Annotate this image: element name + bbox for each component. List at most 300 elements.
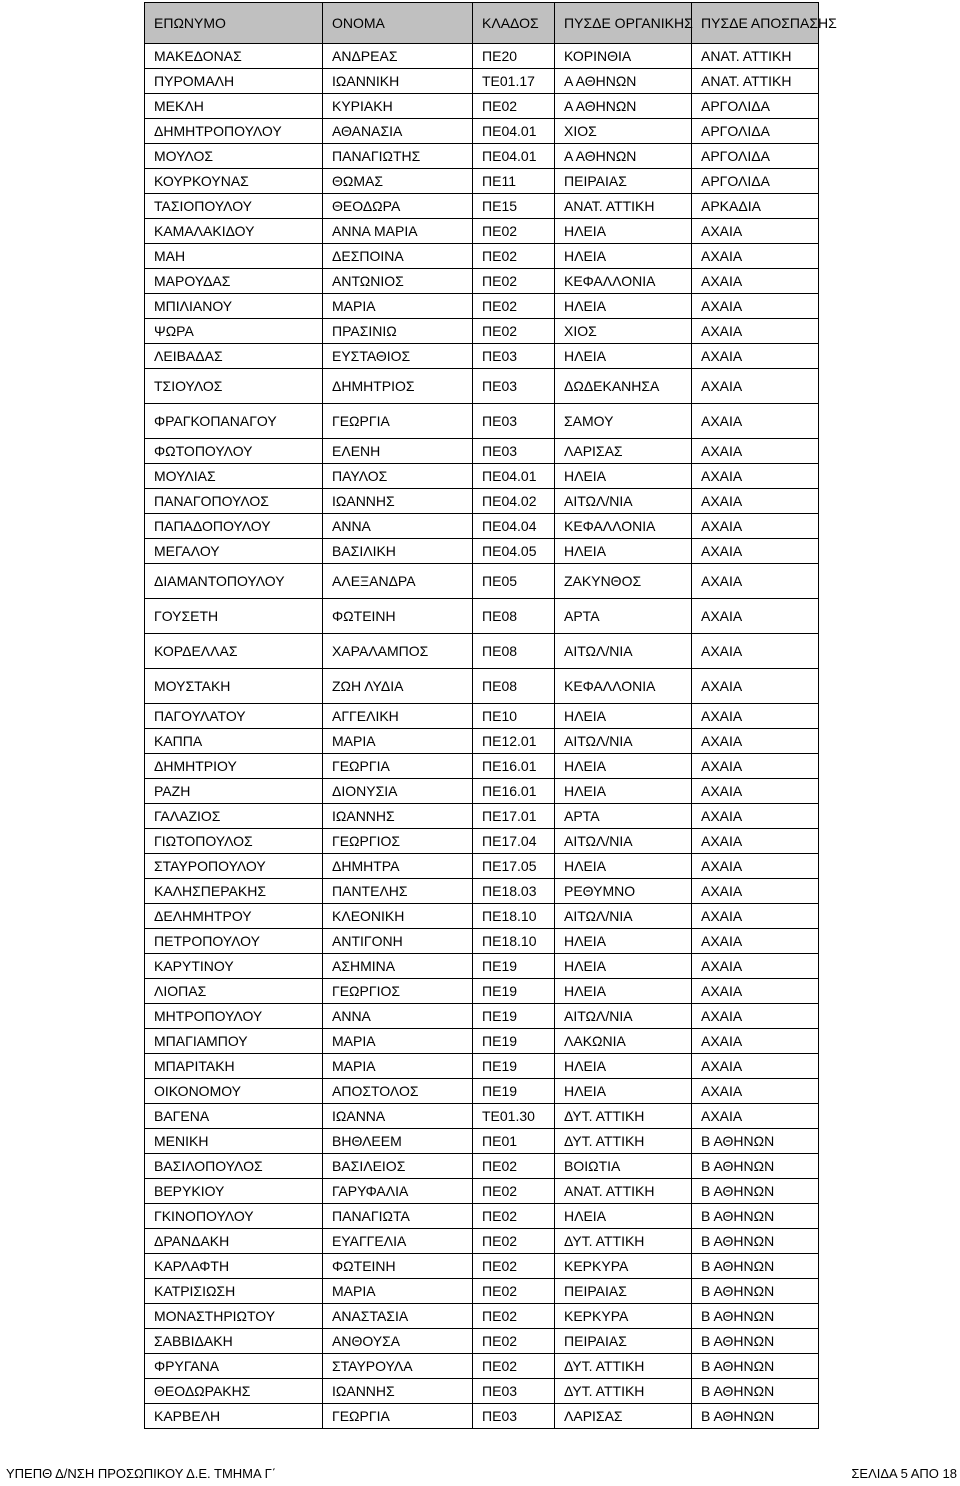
organic-pysde-cell: ΗΛΕΙΑ [555, 1204, 692, 1229]
branch-cell: ΠΕ18.10 [473, 904, 555, 929]
branch-cell: ΠΕ03 [473, 369, 555, 404]
table-row [145, 904, 819, 929]
surname-cell: ΠΑΓΟΥΛΑΤΟΥ [145, 704, 323, 729]
organic-pysde-cell: ΣΑΜΟΥ [555, 404, 692, 439]
first-name-cell: ΑΘΑΝΑΣΙΑ [323, 119, 473, 144]
surname-cell: ΔΕΛΗΜΗΤΡΟΥ [145, 904, 323, 929]
organic-pysde-cell: ΑΙΤΩΛ/ΝΙΑ [555, 904, 692, 929]
surname-cell: ΚΟΥΡΚΟΥΝΑΣ [145, 169, 323, 194]
first-name-cell: ΔΕΣΠΟΙΝΑ [323, 244, 473, 269]
staff-table [144, 2, 837, 1429]
surname-cell: ΠΑΠΑΔΟΠΟΥΛΟΥ [145, 514, 323, 539]
table-row [145, 669, 819, 704]
table-row [145, 854, 819, 879]
table-row [145, 1329, 819, 1354]
first-name-cell: ΣΤΑΥΡΟΥΛΑ [323, 1354, 473, 1379]
secondment-pysde-cell: ΑΧΑΙΑ [692, 564, 819, 599]
branch-cell: ΠΕ02 [473, 1304, 555, 1329]
organic-pysde-cell: ΖΑΚΥΝΘΟΣ [555, 564, 692, 599]
organic-pysde-cell: ΔΥΤ. ΑΤΤΙΚΗ [555, 1229, 692, 1254]
first-name-cell: ΑΣΗΜΙΝΑ [323, 954, 473, 979]
branch-cell: ΠΕ18.10 [473, 929, 555, 954]
secondment-pysde-cell: ΑΡΚΑΔΙΑ [692, 194, 819, 219]
table-row [145, 1304, 819, 1329]
first-name-cell: ΑΝΝΑ ΜΑΡΙΑ [323, 219, 473, 244]
table-row [145, 1129, 819, 1154]
surname-cell: ΜΟΝΑΣΤΗΡΙΩΤΟΥ [145, 1304, 323, 1329]
secondment-pysde-cell: Β ΑΘΗΝΩΝ [692, 1279, 819, 1304]
surname-cell: ΔΙΑΜΑΝΤΟΠΟΥΛΟΥ [145, 564, 323, 599]
branch-cell: ΠΕ04.01 [473, 144, 555, 169]
organic-pysde-cell: ΔΥΤ. ΑΤΤΙΚΗ [555, 1354, 692, 1379]
table-row [145, 269, 819, 294]
branch-cell: ΠΕ11 [473, 169, 555, 194]
secondment-pysde-cell: ΑΧΑΙΑ [692, 489, 819, 514]
organic-pysde-cell: ΛΑΡΙΣΑΣ [555, 1404, 692, 1429]
table-row [145, 1379, 819, 1404]
header-organic-pysde: ΠΥΣΔΕ ΟΡΓΑΝΙΚΗΣ [555, 3, 692, 44]
branch-cell: ΠΕ04.05 [473, 539, 555, 564]
first-name-cell: ΒΗΘΛΕΕΜ [323, 1129, 473, 1154]
secondment-pysde-cell: ΑΧΑΙΑ [692, 979, 819, 1004]
organic-pysde-cell: ΔΥΤ. ΑΤΤΙΚΗ [555, 1379, 692, 1404]
organic-pysde-cell: ΑΙΤΩΛ/ΝΙΑ [555, 829, 692, 854]
branch-cell: ΠΕ03 [473, 439, 555, 464]
first-name-cell: ΓΕΩΡΓΙΟΣ [323, 979, 473, 1004]
organic-pysde-cell: ΚΕΦΑΛΛΟΝΙΑ [555, 514, 692, 539]
surname-cell: ΜΟΥΛΙΑΣ [145, 464, 323, 489]
surname-cell: ΠΥΡΟΜΑΛΗ [145, 69, 323, 94]
secondment-pysde-cell: ΑΧΑΙΑ [692, 1004, 819, 1029]
table-row [145, 1229, 819, 1254]
surname-cell: ΔΡΑΝΔΑΚΗ [145, 1229, 323, 1254]
organic-pysde-cell: ΗΛΕΙΑ [555, 344, 692, 369]
table-row [145, 94, 819, 119]
first-name-cell: ΑΠΟΣΤΟΛΟΣ [323, 1079, 473, 1104]
branch-cell: ΠΕ02 [473, 1179, 555, 1204]
secondment-pysde-cell: ΑΧΑΙΑ [692, 954, 819, 979]
secondment-pysde-cell: ΑΧΑΙΑ [692, 879, 819, 904]
branch-cell: ΠΕ03 [473, 1379, 555, 1404]
organic-pysde-cell: ΔΥΤ. ΑΤΤΙΚΗ [555, 1129, 692, 1154]
secondment-pysde-cell: ΑΝΑΤ. ΑΤΤΙΚΗ [692, 44, 819, 69]
secondment-pysde-cell: Β ΑΘΗΝΩΝ [692, 1379, 819, 1404]
organic-pysde-cell: ΗΛΕΙΑ [555, 539, 692, 564]
table-row [145, 1254, 819, 1279]
organic-pysde-cell: Α ΑΘΗΝΩΝ [555, 144, 692, 169]
surname-cell: ΔΗΜΗΤΡΙΟΥ [145, 754, 323, 779]
secondment-pysde-cell: Β ΑΘΗΝΩΝ [692, 1404, 819, 1429]
surname-cell: ΜΑΡΟΥΔΑΣ [145, 269, 323, 294]
first-name-cell: ΑΝΔΡΕΑΣ [323, 44, 473, 69]
branch-cell: ΠΕ02 [473, 1329, 555, 1354]
table-row [145, 439, 819, 464]
branch-cell: ΠΕ19 [473, 1054, 555, 1079]
organic-pysde-cell: ΒΟΙΩΤΙΑ [555, 1154, 692, 1179]
table-row [145, 169, 819, 194]
secondment-pysde-cell: Β ΑΘΗΝΩΝ [692, 1354, 819, 1379]
secondment-pysde-cell: ΑΧΑΙΑ [692, 514, 819, 539]
table-row [145, 704, 819, 729]
table-row [145, 1054, 819, 1079]
surname-cell: ΓΟΥΣΕΤΗ [145, 599, 323, 634]
surname-cell: ΨΩΡΑ [145, 319, 323, 344]
surname-cell: ΒΑΓΕΝΑ [145, 1104, 323, 1129]
branch-cell: ΠΕ08 [473, 599, 555, 634]
surname-cell: ΜΕΝΙΚΗ [145, 1129, 323, 1154]
branch-cell: ΠΕ15 [473, 194, 555, 219]
secondment-pysde-cell: ΑΡΓΟΛΙΔΑ [692, 169, 819, 194]
first-name-cell: ΜΑΡΙΑ [323, 1279, 473, 1304]
secondment-pysde-cell: ΑΧΑΙΑ [692, 244, 819, 269]
secondment-pysde-cell: Β ΑΘΗΝΩΝ [692, 1304, 819, 1329]
surname-cell: ΚΑΜΑΛΑΚΙΔΟΥ [145, 219, 323, 244]
first-name-cell: ΑΓΓΕΛΙΚΗ [323, 704, 473, 729]
secondment-pysde-cell: ΑΡΓΟΛΙΔΑ [692, 94, 819, 119]
first-name-cell: ΑΝΝΑ [323, 1004, 473, 1029]
table-row [145, 69, 819, 94]
branch-cell: ΠΕ19 [473, 954, 555, 979]
branch-cell: ΠΕ10 [473, 704, 555, 729]
first-name-cell: ΘΕΟΔΩΡΑ [323, 194, 473, 219]
organic-pysde-cell: ΑΝΑΤ. ΑΤΤΙΚΗ [555, 194, 692, 219]
surname-cell: ΘΕΟΔΩΡΑΚΗΣ [145, 1379, 323, 1404]
first-name-cell: ΕΥΑΓΓΕΛΙΑ [323, 1229, 473, 1254]
branch-cell: ΠΕ19 [473, 1079, 555, 1104]
table-row [145, 294, 819, 319]
surname-cell: ΚΑΠΠΑ [145, 729, 323, 754]
organic-pysde-cell: ΛΑΚΩΝΙΑ [555, 1029, 692, 1054]
branch-cell: ΠΕ19 [473, 1004, 555, 1029]
secondment-pysde-cell: ΑΧΑΙΑ [692, 539, 819, 564]
surname-cell: ΒΑΣΙΛΟΠΟΥΛΟΣ [145, 1154, 323, 1179]
secondment-pysde-cell: ΑΧΑΙΑ [692, 464, 819, 489]
table-row [145, 1279, 819, 1304]
first-name-cell: ΠΑΝΤΕΛΗΣ [323, 879, 473, 904]
table-row [145, 564, 819, 599]
organic-pysde-cell: ΠΕΙΡΑΙΑΣ [555, 1279, 692, 1304]
branch-cell: ΤΕ01.30 [473, 1104, 555, 1129]
table-row [145, 244, 819, 269]
organic-pysde-cell: ΗΛΕΙΑ [555, 244, 692, 269]
branch-cell: ΠΕ02 [473, 294, 555, 319]
organic-pysde-cell: ΚΕΦΑΛΛΟΝΙΑ [555, 269, 692, 294]
secondment-pysde-cell: Β ΑΘΗΝΩΝ [692, 1254, 819, 1279]
first-name-cell: ΓΕΩΡΓΙΟΣ [323, 829, 473, 854]
secondment-pysde-cell: ΑΧΑΙΑ [692, 634, 819, 669]
first-name-cell: ΔΗΜΗΤΡΑ [323, 854, 473, 879]
secondment-pysde-cell: Β ΑΘΗΝΩΝ [692, 1129, 819, 1154]
organic-pysde-cell: ΠΕΙΡΑΙΑΣ [555, 169, 692, 194]
header-branch: ΚΛΑΔΟΣ [473, 3, 555, 44]
branch-cell: ΠΕ04.02 [473, 489, 555, 514]
branch-cell: ΠΕ02 [473, 1204, 555, 1229]
organic-pysde-cell: ΑΡΤΑ [555, 599, 692, 634]
organic-pysde-cell: ΛΑΡΙΣΑΣ [555, 439, 692, 464]
secondment-pysde-cell: ΑΧΑΙΑ [692, 929, 819, 954]
table-row [145, 1154, 819, 1179]
table-row [145, 539, 819, 564]
table-row [145, 44, 819, 69]
surname-cell: ΓΙΩΤΟΠΟΥΛΟΣ [145, 829, 323, 854]
surname-cell: ΜΠΑΡΙΤΑΚΗ [145, 1054, 323, 1079]
organic-pysde-cell: ΚΕΡΚΥΡΑ [555, 1254, 692, 1279]
branch-cell: ΠΕ18.03 [473, 879, 555, 904]
organic-pysde-cell: ΚΕΡΚΥΡΑ [555, 1304, 692, 1329]
surname-cell: ΓΚΙΝΟΠΟΥΛΟΥ [145, 1204, 323, 1229]
table-row [145, 1404, 819, 1429]
header-secondment-pysde: ΠΥΣΔΕ ΑΠΟΣΠΑΣΗΣ [692, 3, 819, 44]
first-name-cell: ΑΝΝΑ [323, 514, 473, 539]
secondment-pysde-cell: ΑΡΓΟΛΙΔΑ [692, 119, 819, 144]
branch-cell: ΠΕ20 [473, 44, 555, 69]
first-name-cell: ΠΑΝΑΓΙΩΤΗΣ [323, 144, 473, 169]
table-row [145, 464, 819, 489]
secondment-pysde-cell: Β ΑΘΗΝΩΝ [692, 1229, 819, 1254]
surname-cell: ΚΑΛΗΣΠΕΡΑΚΗΣ [145, 879, 323, 904]
first-name-cell: ΜΑΡΙΑ [323, 294, 473, 319]
first-name-cell: ΑΝΑΣΤΑΣΙΑ [323, 1304, 473, 1329]
branch-cell: ΠΕ08 [473, 634, 555, 669]
branch-cell: ΠΕ19 [473, 979, 555, 1004]
surname-cell: ΦΡΑΓΚΟΠΑΝΑΓΟΥ [145, 404, 323, 439]
branch-cell: ΠΕ08 [473, 669, 555, 704]
secondment-pysde-cell: Β ΑΘΗΝΩΝ [692, 1329, 819, 1354]
branch-cell: ΠΕ01 [473, 1129, 555, 1154]
table-row [145, 119, 819, 144]
secondment-pysde-cell: ΑΧΑΙΑ [692, 369, 819, 404]
surname-cell: ΜΟΥΛΟΣ [145, 144, 323, 169]
first-name-cell: ΒΑΣΙΛΙΚΗ [323, 539, 473, 564]
secondment-pysde-cell: ΑΧΑΙΑ [692, 669, 819, 704]
branch-cell: ΠΕ02 [473, 94, 555, 119]
first-name-cell: ΒΑΣΙΛΕΙΟΣ [323, 1154, 473, 1179]
table-row [145, 729, 819, 754]
first-name-cell: ΔΙΟΝΥΣΙΑ [323, 779, 473, 804]
first-name-cell: ΓΑΡΥΦΑΛΙΑ [323, 1179, 473, 1204]
surname-cell: ΔΗΜΗΤΡΟΠΟΥΛΟΥ [145, 119, 323, 144]
branch-cell: ΠΕ12.01 [473, 729, 555, 754]
table-row [145, 1354, 819, 1379]
branch-cell: ΠΕ04.01 [473, 119, 555, 144]
organic-pysde-cell: ΚΕΦΑΛΛΟΝΙΑ [555, 669, 692, 704]
secondment-pysde-cell: ΑΧΑΙΑ [692, 854, 819, 879]
secondment-pysde-cell: ΑΧΑΙΑ [692, 439, 819, 464]
secondment-pysde-cell: ΑΧΑΙΑ [692, 1079, 819, 1104]
surname-cell: ΜΕΚΛΗ [145, 94, 323, 119]
first-name-cell: ΙΩΑΝΝΗΣ [323, 489, 473, 514]
branch-cell: ΠΕ02 [473, 319, 555, 344]
secondment-pysde-cell: ΑΝΑΤ. ΑΤΤΙΚΗ [692, 69, 819, 94]
secondment-pysde-cell: ΑΧΑΙΑ [692, 269, 819, 294]
first-name-cell: ΔΗΜΗΤΡΙΟΣ [323, 369, 473, 404]
first-name-cell: ΜΑΡΙΑ [323, 1054, 473, 1079]
surname-cell: ΜΟΥΣΤΑΚΗ [145, 669, 323, 704]
secondment-pysde-cell: ΑΧΑΙΑ [692, 904, 819, 929]
organic-pysde-cell: ΔΩΔΕΚΑΝΗΣΑ [555, 369, 692, 404]
surname-cell: ΦΩΤΟΠΟΥΛΟΥ [145, 439, 323, 464]
organic-pysde-cell: ΗΛΕΙΑ [555, 854, 692, 879]
organic-pysde-cell: Α ΑΘΗΝΩΝ [555, 94, 692, 119]
staff-table-body [145, 3, 837, 1429]
surname-cell: ΜΠΑΓΙΑΜΠΟΥ [145, 1029, 323, 1054]
header-surname: ΕΠΩΝΥΜΟ [145, 3, 323, 44]
branch-cell: ΠΕ16.01 [473, 754, 555, 779]
secondment-pysde-cell: ΑΧΑΙΑ [692, 754, 819, 779]
surname-cell: ΚΑΡΛΑΦΤΗ [145, 1254, 323, 1279]
secondment-pysde-cell: ΑΧΑΙΑ [692, 294, 819, 319]
table-row [145, 1179, 819, 1204]
branch-cell: ΠΕ17.04 [473, 829, 555, 854]
table-row [145, 754, 819, 779]
footer-department: ΥΠΕΠΘ Δ/ΝΣΗ ΠΡΟΣΩΠΙΚΟΥ Δ.Ε. ΤΜΗΜΑ Γ΄ [6, 1466, 277, 1481]
first-name-cell: ΜΑΡΙΑ [323, 1029, 473, 1054]
first-name-cell: ΜΑΡΙΑ [323, 729, 473, 754]
first-name-cell: ΓΕΩΡΓΙΑ [323, 404, 473, 439]
surname-cell: ΒΕΡΥΚΙΟΥ [145, 1179, 323, 1204]
organic-pysde-cell: ΑΝΑΤ. ΑΤΤΙΚΗ [555, 1179, 692, 1204]
organic-pysde-cell: ΗΛΕΙΑ [555, 294, 692, 319]
surname-cell: ΜΑΗ [145, 244, 323, 269]
secondment-pysde-cell: ΑΡΓΟΛΙΔΑ [692, 144, 819, 169]
table-row [145, 954, 819, 979]
secondment-pysde-cell: Β ΑΘΗΝΩΝ [692, 1179, 819, 1204]
branch-cell: ΠΕ02 [473, 269, 555, 294]
organic-pysde-cell: ΗΛΕΙΑ [555, 219, 692, 244]
surname-cell: ΤΑΣΙΟΠΟΥΛΟΥ [145, 194, 323, 219]
table-row [145, 1104, 819, 1129]
table-row [145, 194, 819, 219]
table-row [145, 599, 819, 634]
organic-pysde-cell: ΗΛΕΙΑ [555, 754, 692, 779]
branch-cell: ΠΕ17.01 [473, 804, 555, 829]
organic-pysde-cell: ΑΙΤΩΛ/ΝΙΑ [555, 634, 692, 669]
surname-cell: ΛΕΙΒΑΔΑΣ [145, 344, 323, 369]
secondment-pysde-cell: ΑΧΑΙΑ [692, 404, 819, 439]
organic-pysde-cell: ΗΛΕΙΑ [555, 1079, 692, 1104]
branch-cell: ΠΕ19 [473, 1029, 555, 1054]
surname-cell: ΠΕΤΡΟΠΟΥΛΟΥ [145, 929, 323, 954]
secondment-pysde-cell: ΑΧΑΙΑ [692, 1104, 819, 1129]
secondment-pysde-cell: Β ΑΘΗΝΩΝ [692, 1154, 819, 1179]
organic-pysde-cell: Α ΑΘΗΝΩΝ [555, 69, 692, 94]
branch-cell: ΠΕ03 [473, 344, 555, 369]
branch-cell: ΠΕ16.01 [473, 779, 555, 804]
first-name-cell: ΠΡΑΣΙΝΙΩ [323, 319, 473, 344]
table-row [145, 779, 819, 804]
first-name-cell: ΧΑΡΑΛΑΜΠΟΣ [323, 634, 473, 669]
first-name-cell: ΦΩΤΕΙΝΗ [323, 1254, 473, 1279]
branch-cell: ΠΕ02 [473, 1254, 555, 1279]
surname-cell: ΤΣΙΟΥΛΟΣ [145, 369, 323, 404]
organic-pysde-cell: ΗΛΕΙΑ [555, 979, 692, 1004]
secondment-pysde-cell: ΑΧΑΙΑ [692, 729, 819, 754]
table-row [145, 829, 819, 854]
branch-cell: ΠΕ03 [473, 404, 555, 439]
table-row [145, 1029, 819, 1054]
first-name-cell: ΓΕΩΡΓΙΑ [323, 754, 473, 779]
branch-cell: ΠΕ04.04 [473, 514, 555, 539]
table-row [145, 929, 819, 954]
table-row [145, 979, 819, 1004]
branch-cell: ΠΕ02 [473, 1279, 555, 1304]
organic-pysde-cell: ΡΕΘΥΜΝΟ [555, 879, 692, 904]
secondment-pysde-cell: ΑΧΑΙΑ [692, 319, 819, 344]
organic-pysde-cell: ΑΙΤΩΛ/ΝΙΑ [555, 729, 692, 754]
table-header-row [145, 3, 819, 44]
organic-pysde-cell: ΑΙΤΩΛ/ΝΙΑ [555, 489, 692, 514]
surname-cell: ΜΑΚΕΔΟΝΑΣ [145, 44, 323, 69]
surname-cell: ΣΑΒΒΙΔΑΚΗ [145, 1329, 323, 1354]
secondment-pysde-cell: ΑΧΑΙΑ [692, 344, 819, 369]
table-row [145, 1079, 819, 1104]
organic-pysde-cell: ΚΟΡΙΝΘΙΑ [555, 44, 692, 69]
table-row [145, 219, 819, 244]
organic-pysde-cell: ΧΙΟΣ [555, 119, 692, 144]
branch-cell: ΠΕ02 [473, 244, 555, 269]
first-name-cell: ΑΝΤΩΝΙΟΣ [323, 269, 473, 294]
organic-pysde-cell: ΗΛΕΙΑ [555, 704, 692, 729]
first-name-cell: ΖΩΗ ΛΥΔΙΑ [323, 669, 473, 704]
organic-pysde-cell: ΗΛΕΙΑ [555, 1054, 692, 1079]
first-name-cell: ΑΛΕΞΑΝΔΡΑ [323, 564, 473, 599]
secondment-pysde-cell: ΑΧΑΙΑ [692, 1029, 819, 1054]
branch-cell: ΤΕ01.17 [473, 69, 555, 94]
table-row [145, 804, 819, 829]
first-name-cell: ΑΝΘΟΥΣΑ [323, 1329, 473, 1354]
organic-pysde-cell: ΗΛΕΙΑ [555, 929, 692, 954]
first-name-cell: ΕΥΣΤΑΘΙΟΣ [323, 344, 473, 369]
table-row [145, 344, 819, 369]
first-name-cell: ΙΩΑΝΝΗΣ [323, 804, 473, 829]
surname-cell: ΠΑΝΑΓΟΠΟΥΛΟΣ [145, 489, 323, 514]
surname-cell: ΜΠΙΛΙΑΝΟΥ [145, 294, 323, 319]
organic-pysde-cell: ΗΛΕΙΑ [555, 954, 692, 979]
organic-pysde-cell: ΧΙΟΣ [555, 319, 692, 344]
table-row [145, 144, 819, 169]
first-name-cell: ΕΛΕΝΗ [323, 439, 473, 464]
surname-cell: ΦΡΥΓΑΝΑ [145, 1354, 323, 1379]
table-row [145, 404, 819, 439]
branch-cell: ΠΕ17.05 [473, 854, 555, 879]
table-row [145, 1004, 819, 1029]
secondment-pysde-cell: ΑΧΑΙΑ [692, 704, 819, 729]
first-name-cell: ΙΩΑΝΝΙΚΗ [323, 69, 473, 94]
table-row [145, 489, 819, 514]
surname-cell: ΓΑΛΑΖΙΟΣ [145, 804, 323, 829]
first-name-cell: ΚΥΡΙΑΚΗ [323, 94, 473, 119]
surname-cell: ΣΤΑΥΡΟΠΟΥΛΟΥ [145, 854, 323, 879]
organic-pysde-cell: ΑΙΤΩΛ/ΝΙΑ [555, 1004, 692, 1029]
first-name-cell: ΦΩΤΕΙΝΗ [323, 599, 473, 634]
surname-cell: ΜΕΓΑΛΟΥ [145, 539, 323, 564]
organic-pysde-cell: ΑΡΤΑ [555, 804, 692, 829]
surname-cell: ΚΟΡΔΕΛΛΑΣ [145, 634, 323, 669]
table-row [145, 1204, 819, 1229]
organic-pysde-cell: ΔΥΤ. ΑΤΤΙΚΗ [555, 1104, 692, 1129]
secondment-pysde-cell: Β ΑΘΗΝΩΝ [692, 1204, 819, 1229]
surname-cell: ΡΑΖΗ [145, 779, 323, 804]
secondment-pysde-cell: ΑΧΑΙΑ [692, 804, 819, 829]
organic-pysde-cell: ΗΛΕΙΑ [555, 464, 692, 489]
branch-cell: ΠΕ04.01 [473, 464, 555, 489]
branch-cell: ΠΕ02 [473, 1229, 555, 1254]
secondment-pysde-cell: ΑΧΑΙΑ [692, 1054, 819, 1079]
branch-cell: ΠΕ05 [473, 564, 555, 599]
organic-pysde-cell: ΠΕΙΡΑΙΑΣ [555, 1329, 692, 1354]
surname-cell: ΟΙΚΟΝΟΜΟΥ [145, 1079, 323, 1104]
secondment-pysde-cell: ΑΧΑΙΑ [692, 599, 819, 634]
